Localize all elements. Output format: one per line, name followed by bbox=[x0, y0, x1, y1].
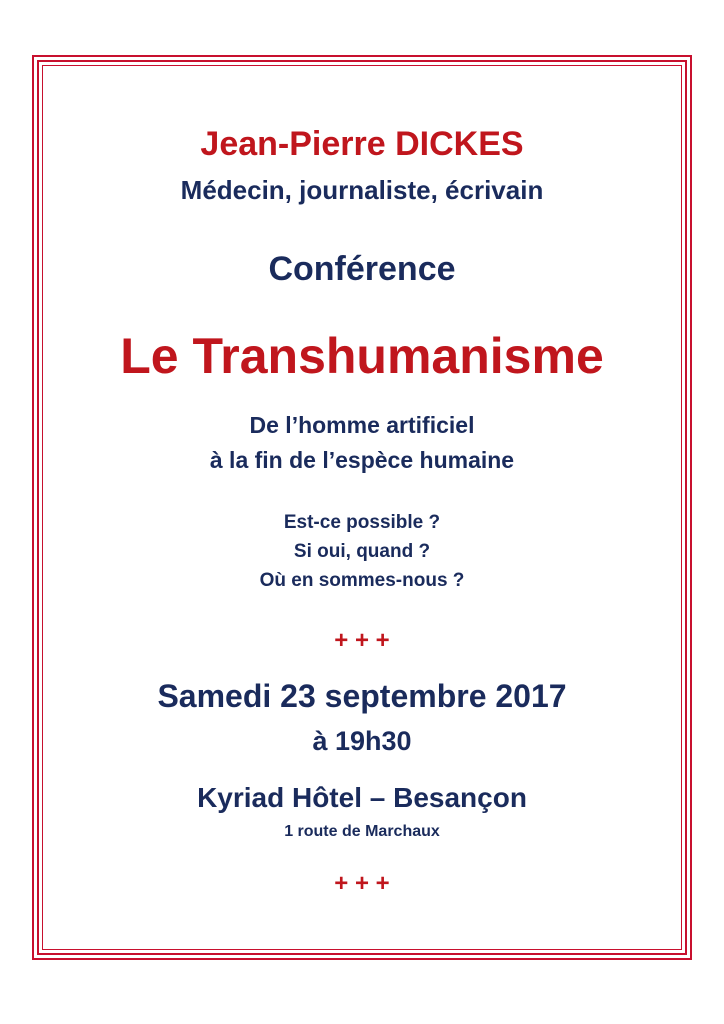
event-subtitle-line2: à la fin de l’espèce humaine bbox=[209, 447, 515, 473]
event-date: Samedi 23 septembre 2017 bbox=[157, 678, 567, 714]
event-type: Conférence bbox=[268, 250, 456, 288]
question-3: Où en sommes-nous ? bbox=[259, 570, 465, 591]
speaker-titles: Médecin, journaliste, écrivain bbox=[180, 175, 544, 205]
separator-top: + + + bbox=[334, 627, 390, 654]
event-time: à 19h30 bbox=[312, 726, 412, 756]
separator-bottom: + + + bbox=[334, 870, 390, 897]
venue-name: Kyriad Hôtel – Besançon bbox=[197, 782, 527, 813]
venue-address: 1 route de Marchaux bbox=[284, 823, 440, 840]
speaker-name: Jean-Pierre DICKES bbox=[200, 125, 524, 163]
question-2: Si oui, quand ? bbox=[293, 541, 431, 562]
question-1: Est-ce possible ? bbox=[283, 512, 441, 533]
event-title: Le Transhumanisme bbox=[120, 328, 604, 384]
event-subtitle-line1: De l’homme artificiel bbox=[249, 412, 475, 438]
